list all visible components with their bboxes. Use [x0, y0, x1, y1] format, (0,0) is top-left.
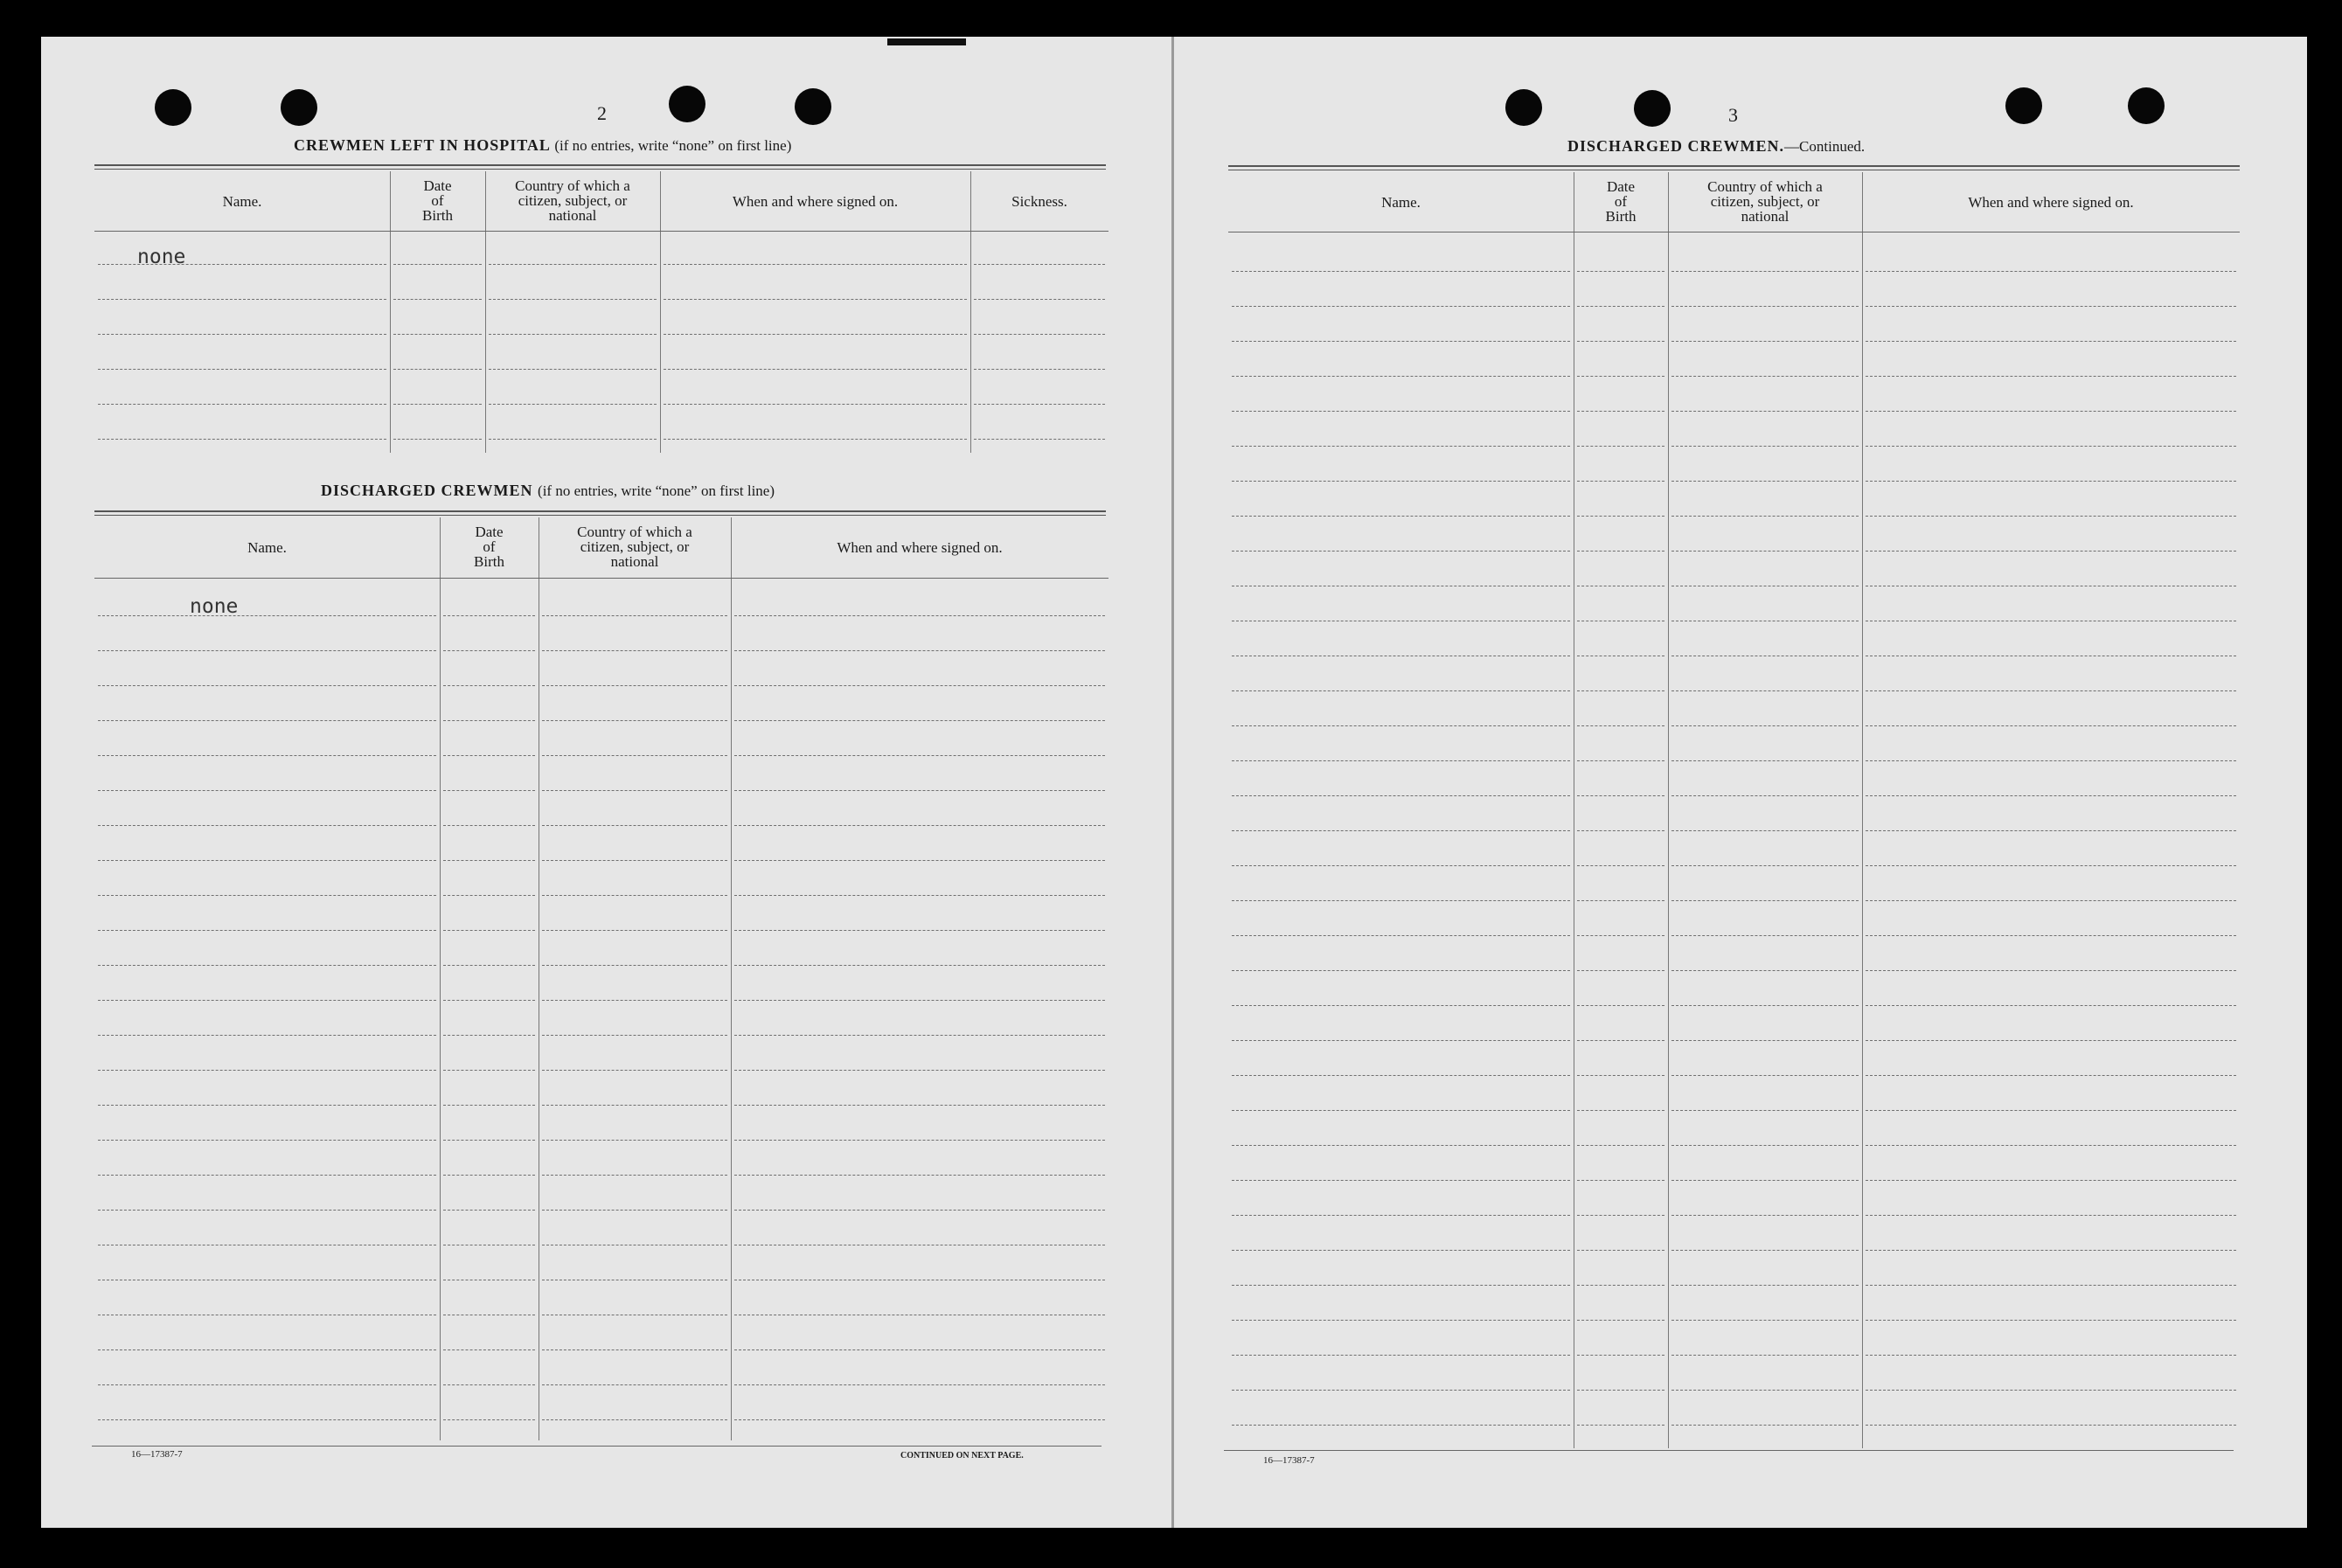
- entry-line: [1671, 481, 1859, 482]
- hospital-section-title: [294, 136, 791, 155]
- hospital-title-note: (if no entries, write “none” on first line): [554, 137, 792, 154]
- entry-line: [1577, 1005, 1664, 1006]
- entry-line: [1577, 376, 1664, 377]
- entry-line: [98, 369, 386, 370]
- entry-line: [542, 790, 727, 791]
- entry-line: [1866, 795, 2236, 796]
- entry-line: [734, 685, 1105, 686]
- column-header: Name.: [247, 539, 287, 556]
- entry-line: [542, 1175, 727, 1176]
- entry-line: [1671, 865, 1859, 866]
- entry-line: [1866, 725, 2236, 726]
- entry-line: [1577, 411, 1664, 412]
- entry-line: [1577, 1180, 1664, 1181]
- entry-line: [1671, 1355, 1859, 1356]
- entry-line: [734, 1349, 1105, 1350]
- entry-line: [98, 1210, 436, 1211]
- entry-line: [542, 720, 727, 721]
- punch-hole: [1505, 89, 1542, 126]
- punch-hole: [669, 86, 705, 122]
- right-bottom-rule: [1224, 1450, 2234, 1451]
- entry-line: [1577, 341, 1664, 342]
- entry-line: [1671, 1005, 1859, 1006]
- entry-line: [1866, 1425, 2236, 1426]
- punch-hole: [281, 89, 317, 126]
- entry-line: [542, 1000, 727, 1001]
- entry-line: [98, 860, 436, 861]
- entry-line: [443, 1105, 535, 1106]
- entry-line: [443, 1349, 535, 1350]
- page-tab-notch: [887, 38, 966, 45]
- entry-line: [98, 965, 436, 966]
- entry-line: [1866, 446, 2236, 447]
- entry-line: [98, 439, 386, 440]
- typed-entry: none: [137, 246, 186, 268]
- hospital-top-rule: [94, 164, 1106, 166]
- entry-line: [443, 1070, 535, 1071]
- entry-line: [443, 1210, 535, 1211]
- entry-line: [1671, 1250, 1859, 1251]
- entry-line: [98, 404, 386, 405]
- entry-line: [1232, 1390, 1570, 1391]
- entry-line: [1671, 341, 1859, 342]
- entry-line: [974, 299, 1105, 300]
- entry-line: [443, 685, 535, 686]
- entry-line: [1232, 795, 1570, 796]
- entry-line: [1232, 516, 1570, 517]
- entry-line: [734, 1419, 1105, 1420]
- entry-line: [98, 334, 386, 335]
- typed-entry: none: [190, 595, 239, 618]
- entry-line: [393, 404, 482, 405]
- entry-line: [1232, 411, 1570, 412]
- entry-line: [1232, 271, 1570, 272]
- column-header: Date of Birth: [474, 524, 504, 570]
- entry-line: [542, 895, 727, 896]
- entry-line: [1866, 1180, 2236, 1181]
- entry-line: [1671, 935, 1859, 936]
- entry-line: [542, 965, 727, 966]
- right-page: [1172, 37, 2307, 1528]
- entry-line: [1866, 1320, 2236, 1321]
- entry-line: [1232, 760, 1570, 761]
- entry-line: [1232, 1250, 1570, 1251]
- page-number: 2: [597, 102, 607, 124]
- entry-line: [1866, 1110, 2236, 1111]
- entry-line: [443, 895, 535, 896]
- entry-line: [443, 825, 535, 826]
- column-header: Name.: [1381, 194, 1421, 211]
- entry-line: [542, 1419, 727, 1420]
- entry-line: [1577, 690, 1664, 691]
- entry-line: [1577, 935, 1664, 936]
- entry-line: [1866, 1145, 2236, 1146]
- discharged-title-note: (if no entries, write “none” on first line): [538, 482, 775, 499]
- entry-line: [734, 720, 1105, 721]
- entry-line: [443, 1000, 535, 1001]
- column-header: Sickness.: [1011, 193, 1067, 210]
- discharged-section-title: [321, 482, 775, 500]
- entry-line: [443, 615, 535, 616]
- entry-line: [489, 369, 657, 370]
- entry-line: [443, 1419, 535, 1420]
- entry-line: [734, 895, 1105, 896]
- entry-line: [393, 334, 482, 335]
- entry-line: [1232, 1005, 1570, 1006]
- entry-line: [443, 720, 535, 721]
- entry-line: [734, 1140, 1105, 1141]
- entry-line: [1577, 1355, 1664, 1356]
- entry-line: [1577, 1110, 1664, 1111]
- entry-line: [542, 755, 727, 756]
- entry-line: [1577, 1215, 1664, 1216]
- entry-line: [542, 1105, 727, 1106]
- entry-line: [98, 1419, 436, 1420]
- discharged-continued-title-text: DISCHARGED CREWMEN.: [1567, 137, 1785, 155]
- entry-line: [542, 1070, 727, 1071]
- entry-line: [443, 755, 535, 756]
- entry-line: [98, 755, 436, 756]
- entry-line: [1866, 341, 2236, 342]
- entry-line: [443, 930, 535, 931]
- entry-line: [1577, 1320, 1664, 1321]
- entry-line: [1866, 1005, 2236, 1006]
- entry-line: [1232, 341, 1570, 342]
- entry-line: [1232, 1355, 1570, 1356]
- entry-line: [1577, 1040, 1664, 1041]
- page-number: 3: [1728, 104, 1738, 126]
- punch-hole: [155, 89, 191, 126]
- entry-line: [1866, 516, 2236, 517]
- entry-line: [1232, 376, 1570, 377]
- entry-line: [443, 650, 535, 651]
- entry-line: [98, 299, 386, 300]
- entry-line: [1671, 1040, 1859, 1041]
- entry-line: [1232, 551, 1570, 552]
- entry-line: [1232, 1075, 1570, 1076]
- entry-line: [1866, 271, 2236, 272]
- entry-line: [1232, 900, 1570, 901]
- entry-line: [1232, 830, 1570, 831]
- entry-line: [734, 1035, 1105, 1036]
- entry-line: [1577, 970, 1664, 971]
- entry-line: [1232, 1040, 1570, 1041]
- entry-line: [1671, 1285, 1859, 1286]
- entry-line: [1232, 1425, 1570, 1426]
- entry-line: [542, 1210, 727, 1211]
- entry-line: [1232, 970, 1570, 971]
- entry-line: [1577, 1390, 1664, 1391]
- entry-line: [664, 439, 967, 440]
- entry-line: [1866, 900, 2236, 901]
- entry-line: [393, 439, 482, 440]
- entry-line: [98, 1070, 436, 1071]
- entry-line: [1866, 865, 2236, 866]
- entry-line: [443, 1175, 535, 1176]
- entry-line: [1232, 865, 1570, 866]
- punch-hole: [1634, 90, 1671, 127]
- column-header: When and where signed on.: [732, 193, 899, 210]
- entry-line: [1671, 376, 1859, 377]
- entry-line: [1866, 1040, 2236, 1041]
- entry-line: [1671, 1425, 1859, 1426]
- entry-line: [1671, 411, 1859, 412]
- entry-line: [1671, 516, 1859, 517]
- entry-line: [974, 404, 1105, 405]
- entry-line: [734, 860, 1105, 861]
- entry-line: [1577, 1145, 1664, 1146]
- entry-line: [542, 825, 727, 826]
- continued-note: CONTINUED ON NEXT PAGE.: [900, 1451, 1024, 1460]
- entry-line: [1232, 1145, 1570, 1146]
- continued-label: —Continued.: [1784, 138, 1866, 155]
- entry-line: [734, 825, 1105, 826]
- entry-line: [1866, 760, 2236, 761]
- entry-line: [1232, 481, 1570, 482]
- entry-line: [443, 1384, 535, 1385]
- entry-line: [98, 1035, 436, 1036]
- entry-line: [1671, 1390, 1859, 1391]
- left-bottom-rule: [92, 1446, 1102, 1447]
- page-fold: [1171, 37, 1174, 1528]
- entry-line: [98, 895, 436, 896]
- entry-line: [734, 930, 1105, 931]
- entry-line: [1866, 1390, 2236, 1391]
- entry-line: [734, 1384, 1105, 1385]
- entry-line: [1577, 1425, 1664, 1426]
- entry-line: [1866, 830, 2236, 831]
- entry-line: [1671, 1215, 1859, 1216]
- entry-line: [98, 1000, 436, 1001]
- entry-line: [489, 264, 657, 265]
- entry-line: [734, 650, 1105, 651]
- discharged-title-text: DISCHARGED CREWMEN: [321, 482, 533, 499]
- entry-line: [1577, 795, 1664, 796]
- entry-line: [1866, 481, 2236, 482]
- entry-line: [542, 860, 727, 861]
- entry-line: [98, 1105, 436, 1106]
- entry-line: [1577, 1285, 1664, 1286]
- column-divider: [660, 171, 661, 453]
- entry-line: [1671, 551, 1859, 552]
- entry-line: [1866, 411, 2236, 412]
- entry-line: [1577, 516, 1664, 517]
- entry-line: [1671, 306, 1859, 307]
- entry-line: [443, 790, 535, 791]
- entry-line: [734, 790, 1105, 791]
- entry-line: [1671, 1075, 1859, 1076]
- entry-line: [98, 615, 436, 616]
- entry-line: [734, 615, 1105, 616]
- entry-line: [734, 1000, 1105, 1001]
- entry-line: [489, 439, 657, 440]
- entry-line: [98, 1349, 436, 1350]
- entry-line: [1866, 376, 2236, 377]
- entry-line: [1577, 271, 1664, 272]
- hospital-title-text: CREWMEN LEFT IN HOSPITAL: [294, 136, 550, 154]
- entry-line: [1866, 1355, 2236, 1356]
- entry-line: [974, 439, 1105, 440]
- entry-line: [1866, 1215, 2236, 1216]
- left-page: [41, 37, 1174, 1528]
- entry-line: [98, 930, 436, 931]
- entry-line: [1232, 1110, 1570, 1111]
- entry-line: [1671, 1145, 1859, 1146]
- entry-line: [664, 299, 967, 300]
- entry-line: [1577, 900, 1664, 901]
- entry-line: [542, 615, 727, 616]
- column-divider: [440, 517, 441, 1440]
- entry-line: [98, 1140, 436, 1141]
- entry-line: [1671, 1320, 1859, 1321]
- punch-hole: [795, 88, 831, 125]
- entry-line: [393, 264, 482, 265]
- entry-line: [1232, 446, 1570, 447]
- entry-line: [393, 369, 482, 370]
- entry-line: [1671, 1180, 1859, 1181]
- column-header: Date of Birth: [422, 177, 453, 224]
- entry-line: [1577, 865, 1664, 866]
- punch-hole: [2128, 87, 2165, 124]
- entry-line: [542, 1035, 727, 1036]
- entry-line: [1577, 830, 1664, 831]
- entry-line: [98, 1384, 436, 1385]
- entry-line: [443, 1035, 535, 1036]
- column-divider: [1668, 172, 1669, 1448]
- entry-line: [542, 930, 727, 931]
- entry-line: [489, 404, 657, 405]
- entry-line: [1232, 690, 1570, 691]
- entry-line: [1232, 1215, 1570, 1216]
- entry-line: [734, 1175, 1105, 1176]
- entry-line: [1232, 1180, 1570, 1181]
- entry-line: [542, 650, 727, 651]
- entry-line: [393, 299, 482, 300]
- header-rule: [94, 578, 1108, 579]
- entry-line: [443, 1140, 535, 1141]
- entry-line: [1232, 1285, 1570, 1286]
- column-header: When and where signed on.: [1968, 194, 2134, 211]
- right-top-rule: [1228, 165, 2240, 167]
- entry-line: [1671, 271, 1859, 272]
- entry-line: [974, 334, 1105, 335]
- entry-line: [974, 264, 1105, 265]
- entry-line: [1577, 481, 1664, 482]
- entry-line: [98, 720, 436, 721]
- entry-line: [489, 299, 657, 300]
- entry-line: [1577, 306, 1664, 307]
- entry-line: [1577, 446, 1664, 447]
- entry-line: [734, 1105, 1105, 1106]
- entry-line: [1671, 446, 1859, 447]
- entry-line: [1671, 970, 1859, 971]
- entry-line: [1671, 690, 1859, 691]
- entry-line: [1671, 795, 1859, 796]
- entry-line: [98, 790, 436, 791]
- column-divider: [970, 171, 971, 453]
- column-divider: [1862, 172, 1863, 1448]
- entry-line: [489, 334, 657, 335]
- entry-line: [542, 1384, 727, 1385]
- entry-line: [664, 404, 967, 405]
- entry-line: [974, 369, 1105, 370]
- entry-line: [1232, 725, 1570, 726]
- entry-line: [542, 1349, 727, 1350]
- entry-line: [1866, 1285, 2236, 1286]
- entry-line: [1671, 760, 1859, 761]
- entry-line: [1232, 935, 1570, 936]
- entry-line: [734, 755, 1105, 756]
- entry-line: [734, 1210, 1105, 1211]
- column-header: Country of which a citizen, subject, or national: [1707, 178, 1823, 225]
- discharged-top-rule: [94, 510, 1106, 512]
- entry-line: [664, 264, 967, 265]
- entry-line: [1866, 935, 2236, 936]
- entry-line: [1671, 725, 1859, 726]
- entry-line: [1577, 1075, 1664, 1076]
- form-number: 16—17387-7: [1263, 1455, 1315, 1466]
- entry-line: [1866, 551, 2236, 552]
- entry-line: [98, 1175, 436, 1176]
- column-header: Country of which a citizen, subject, or national: [577, 524, 692, 570]
- discharged-continued-title: [1567, 137, 1865, 156]
- entry-line: [1671, 900, 1859, 901]
- entry-line: [1577, 1250, 1664, 1251]
- column-header: Date of Birth: [1605, 178, 1637, 225]
- column-header: Country of which a citizen, subject, or national: [515, 177, 630, 224]
- entry-line: [1866, 1075, 2236, 1076]
- form-number: 16—17387-7: [131, 1449, 183, 1460]
- entry-line: [443, 860, 535, 861]
- column-header: Name.: [222, 193, 262, 210]
- entry-line: [1232, 1320, 1570, 1321]
- column-divider: [731, 517, 732, 1440]
- entry-line: [1866, 1250, 2236, 1251]
- entry-line: [1232, 306, 1570, 307]
- entry-line: [664, 369, 967, 370]
- entry-line: [1577, 760, 1664, 761]
- entry-line: [1671, 830, 1859, 831]
- column-header: When and where signed on.: [837, 539, 1003, 556]
- entry-line: [1866, 970, 2236, 971]
- entry-line: [1866, 306, 2236, 307]
- entry-line: [98, 650, 436, 651]
- entry-line: [1671, 1110, 1859, 1111]
- entry-line: [542, 1140, 727, 1141]
- entry-line: [664, 334, 967, 335]
- entry-line: [734, 965, 1105, 966]
- header-rule: [94, 231, 1108, 232]
- entry-line: [1866, 690, 2236, 691]
- punch-hole: [2005, 87, 2042, 124]
- entry-line: [443, 965, 535, 966]
- entry-line: [1577, 725, 1664, 726]
- entry-line: [1577, 551, 1664, 552]
- entry-line: [734, 1070, 1105, 1071]
- entry-line: [98, 825, 436, 826]
- entry-line: [542, 685, 727, 686]
- entry-line: [98, 685, 436, 686]
